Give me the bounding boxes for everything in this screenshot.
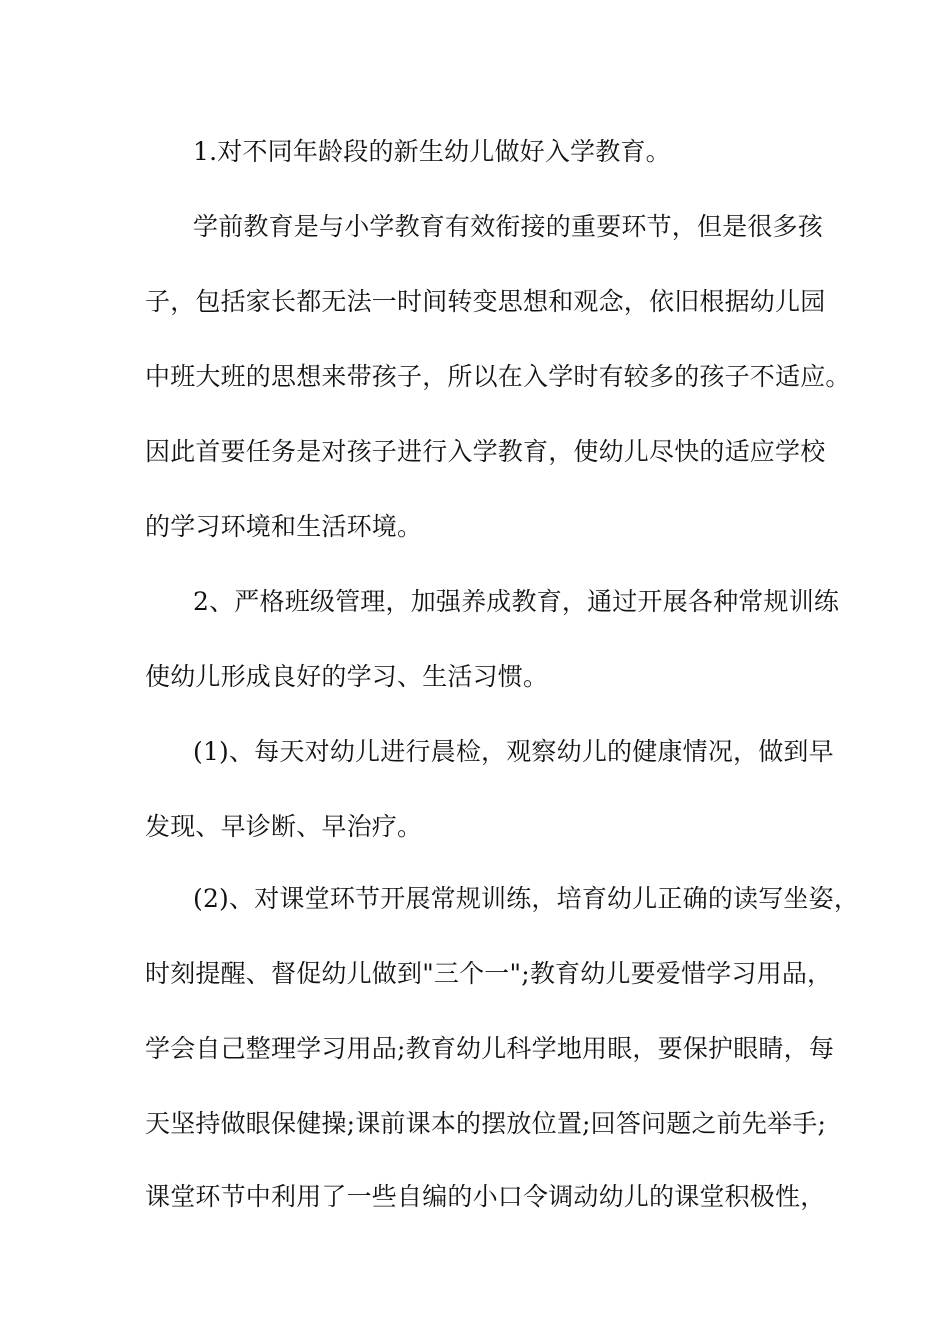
paragraph-5-line-3: 学会自己整理学习用品;教育幼儿科学地用眼，要保护眼睛，每 bbox=[145, 1034, 835, 1063]
paragraph-3-line-1: 2、严格班级管理，加强养成教育，通过开展各种常规训练 bbox=[193, 587, 840, 616]
paragraph-1-line-1: 1.对不同年龄段的新生幼儿做好入学教育。 bbox=[193, 137, 671, 166]
paragraph-2-line-5: 的学习环境和生活环境。 bbox=[145, 512, 423, 541]
paragraph-4-line-2: 发现、早诊断、早治疗。 bbox=[145, 812, 423, 841]
paragraph-4-line-1: (1)、每天对幼儿进行晨检，观察幼儿的健康情况，做到早 bbox=[193, 737, 834, 766]
paragraph-2-line-2: 子，包括家长都无法一时间转变思想和观念，依旧根据幼儿园 bbox=[145, 287, 826, 316]
paragraph-5-line-5: 课堂环节中利用了一些自编的小口令调动幼儿的课堂积极性， bbox=[145, 1182, 826, 1211]
paragraph-5-line-1: (2)、对课堂环节开展常规训练，培育幼儿正确的读写坐姿， bbox=[193, 884, 860, 913]
paragraph-2-line-1: 学前教育是与小学教育有效衔接的重要环节，但是很多孩 bbox=[193, 212, 824, 241]
paragraph-5-line-4: 天坚持做眼保健操;课前课本的摆放位置;回答问题之前先举手; bbox=[145, 1109, 827, 1138]
paragraph-2-line-3: 中班大班的思想来带孩子，所以在入学时有较多的孩子不适应。 bbox=[145, 362, 851, 391]
paragraph-5-line-2: 时刻提醒、督促幼儿做到"三个一";教育幼儿要爱惜学习用品， bbox=[145, 959, 833, 988]
paragraph-2-line-4: 因此首要任务是对孩子进行入学教育，使幼儿尽快的适应学校 bbox=[145, 437, 826, 466]
paragraph-3-line-2: 使幼儿形成良好的学习、生活习惯。 bbox=[145, 662, 549, 691]
